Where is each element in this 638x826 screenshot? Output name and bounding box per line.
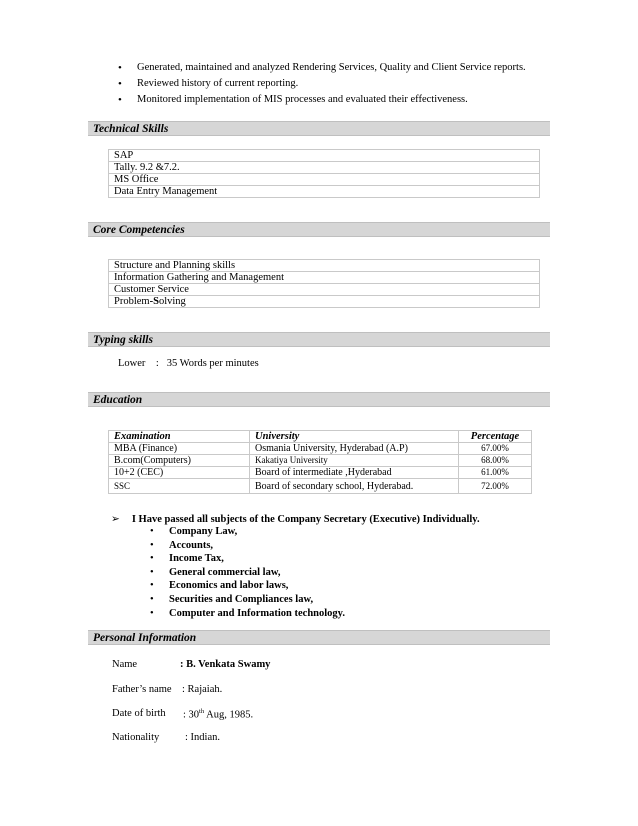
table-cell: MS Office	[109, 174, 540, 186]
list-item: • Generated, maintained and analyzed Rendering Services, Quality and Client Service reports.	[118, 62, 526, 74]
table-cell: B.com(Computers)	[109, 455, 250, 467]
section-header-education: Education	[88, 392, 550, 407]
personal-info-father	[112, 684, 223, 695]
bullet-icon: •	[150, 593, 154, 605]
column-header: Examination	[109, 431, 250, 443]
personal-info-dob	[112, 708, 254, 721]
table-cell: Customer Service	[109, 284, 540, 296]
field-label: Date of birth	[112, 708, 166, 719]
table-cell: MBA (Finance)	[109, 443, 250, 455]
table-cell: Data Entry Management	[109, 186, 540, 198]
table-row	[109, 260, 540, 272]
table-cell: Structure and Planning skills	[109, 260, 540, 272]
bullet-icon: •	[118, 78, 122, 90]
section-header-personal-information: Personal Information	[88, 630, 550, 645]
list-item: • Monitored implementation of MIS processes and evaluated their effectiveness.	[118, 94, 468, 106]
bullet-icon: •	[150, 553, 154, 565]
bullet-icon: •	[150, 566, 154, 578]
list-item: • Income Tax,	[150, 553, 224, 565]
column-header: University	[250, 431, 459, 443]
field-label: Nationality	[112, 732, 160, 743]
list-item: • General commercial law,	[150, 566, 281, 578]
section-header-typing-skills: Typing skills	[88, 332, 550, 347]
personal-info-nationality	[112, 732, 220, 743]
bullet-icon: •	[150, 580, 154, 592]
table-cell: SSC	[109, 479, 250, 494]
table-row	[109, 479, 532, 494]
typing-speed: Lower : 35 Words per minutes	[118, 358, 259, 369]
list-item: • Securities and Compliances law,	[150, 593, 314, 605]
table-cell: 61.00%	[459, 467, 532, 479]
section-header-core-competencies: Core Competencies	[88, 222, 550, 237]
cs-executive-note: ➢ I Have passed all subjects of the Company Secretary (Executive) Individually.	[111, 514, 480, 525]
field-value: : Indian.	[185, 732, 220, 743]
table-cell: 10+2 (CEC)	[109, 467, 250, 479]
list-item: • Reviewed history of current reporting.	[118, 78, 299, 90]
table-row	[109, 467, 532, 479]
table-cell: 67.00%	[459, 443, 532, 455]
list-item: • Company Law,	[150, 526, 238, 537]
bullet-icon: •	[150, 539, 154, 551]
table-row	[109, 186, 540, 198]
column-header: Percentage	[459, 431, 532, 443]
field-value: : Rajaiah.	[182, 684, 223, 695]
cs-subjects-list	[148, 525, 345, 620]
table-row	[109, 272, 540, 284]
bullet-icon: •	[118, 94, 122, 106]
table-row	[109, 174, 540, 186]
list-item: • Economics and labor laws,	[150, 580, 289, 592]
arrow-bullet-icon: ➢	[111, 514, 120, 525]
table-cell: Kakatiya University	[250, 455, 459, 467]
bullet-icon: •	[150, 607, 154, 619]
table-row	[109, 443, 532, 455]
table-cell: Osmania University, Hyderabad (A.P)	[250, 443, 459, 455]
list-item: • Accounts,	[150, 539, 214, 551]
table-cell: Board of intermediate ,Hyderabad	[250, 467, 459, 479]
table-row	[109, 455, 532, 467]
table-row	[109, 296, 540, 308]
core-competencies-table	[108, 259, 540, 308]
table-header-row	[109, 431, 532, 443]
technical-skills-table	[108, 149, 540, 198]
education-table	[108, 430, 532, 494]
table-cell: Information Gathering and Management	[109, 272, 540, 284]
field-label: Name	[112, 659, 138, 670]
table-cell: SAP	[109, 150, 540, 162]
table-row	[109, 284, 540, 296]
bullet-icon: •	[150, 526, 154, 537]
table-cell: Tally. 9.2 &7.2.	[109, 162, 540, 174]
list-item: • Computer and Information technology.	[150, 607, 345, 619]
table-cell: Board of secondary school, Hyderabad.	[250, 479, 459, 494]
table-row	[109, 150, 540, 162]
bullet-icon: •	[118, 62, 122, 74]
experience-bullets	[112, 60, 526, 108]
personal-info-name	[112, 659, 271, 670]
table-row	[109, 162, 540, 174]
field-label: Father’s name	[112, 684, 172, 695]
table-cell: Problem-Solving	[109, 296, 540, 308]
section-header-technical-skills: Technical Skills	[88, 121, 550, 136]
table-cell: 72.00%	[459, 479, 532, 494]
table-cell: 68.00%	[459, 455, 532, 467]
field-value: : B. Venkata Swamy	[180, 659, 271, 670]
field-value: : 30th Aug, 1985.	[183, 708, 254, 721]
